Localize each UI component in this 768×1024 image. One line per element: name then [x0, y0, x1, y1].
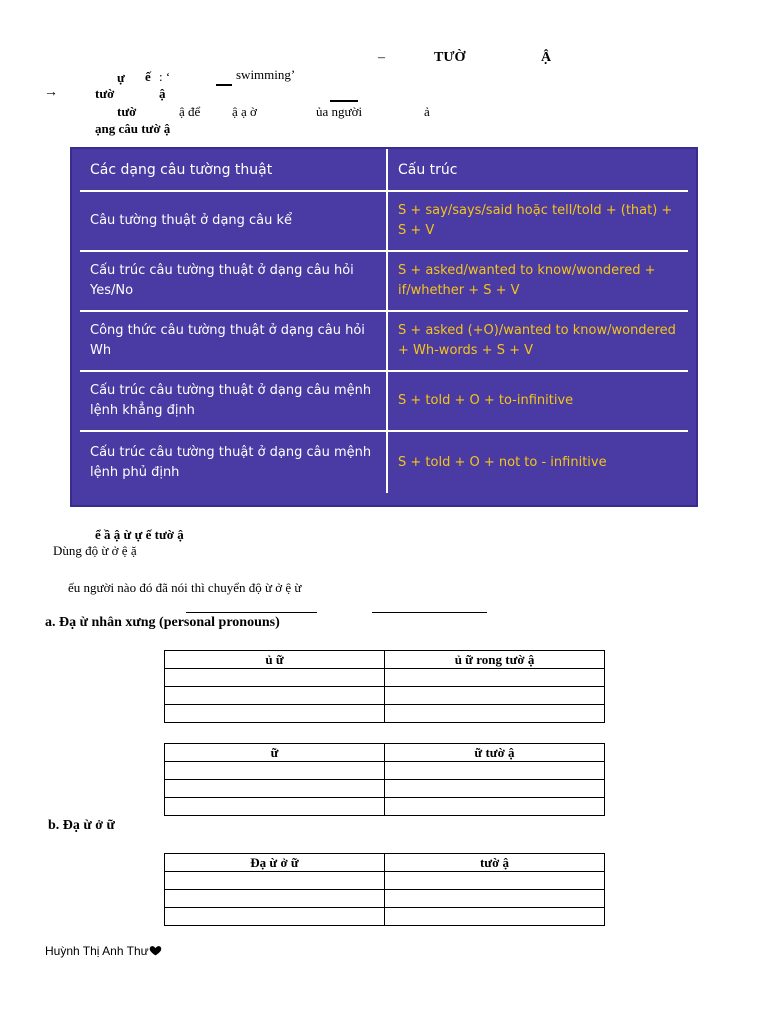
title-part-2: Ậ — [541, 50, 552, 65]
header-cell-forms: Các dạng câu tường thuật — [80, 149, 388, 190]
section-a-title: a. Đạ ừ nhân xưng (personal pronouns) — [45, 615, 280, 630]
table-row — [165, 780, 605, 798]
form-cell: Cấu trúc câu tường thuật ở dạng câu mệnh lệnh khẳng định — [80, 372, 388, 430]
empty-cell[interactable] — [165, 762, 385, 780]
table-row — [165, 872, 605, 890]
empty-cell[interactable] — [385, 890, 605, 908]
author-name: Huỳnh Thị Anh Thư — [45, 944, 149, 958]
empty-cell[interactable] — [385, 908, 605, 926]
empty-cell[interactable] — [385, 872, 605, 890]
empty-cell[interactable] — [165, 872, 385, 890]
form-cell: Câu tường thuật ở dạng câu kể — [80, 192, 388, 250]
empty-cell[interactable] — [385, 780, 605, 798]
structure-cell: S + say/says/said hoặc tell/told + (that) + S + V — [398, 203, 673, 238]
empty-cell[interactable] — [385, 798, 605, 816]
form-cell: Cấu trúc câu tường thuật ở dạng câu mệnh lệnh phủ định — [80, 432, 388, 493]
header-cell: tườ ậ — [385, 854, 605, 872]
note-line-2: Dùng độ ừ ở ệ ặ — [53, 543, 137, 558]
intro-line-3b: ậ để — [179, 104, 201, 119]
table-row — [165, 669, 605, 687]
empty-cell[interactable] — [165, 780, 385, 798]
footer-author — [45, 944, 162, 958]
intro-line-3e: ả — [424, 104, 430, 119]
table-row — [165, 705, 605, 723]
structure-cell: S + told + O + not to - infinitive — [398, 454, 607, 470]
intro-line-1c: : ‘ — [159, 69, 171, 84]
header-cell: Đạ ừ ở ữ — [165, 854, 385, 872]
structure-cell: S + told + O + to-infinitive — [398, 393, 574, 408]
table-header-row — [165, 744, 605, 762]
pronoun-table-2 — [164, 743, 605, 816]
heart-icon — [149, 944, 162, 957]
note-line-3: ếu người nào đó đã nói thì chuyển độ ừ ở ệ ừ — [68, 580, 302, 595]
intro-line-2b: ậ — [159, 86, 166, 101]
blank-line — [216, 84, 232, 86]
intro-line-4: ạng câu tườ ậ — [95, 121, 171, 136]
section-b-title: b. Đạ ừ ở ữ — [48, 818, 115, 833]
empty-cell[interactable] — [385, 762, 605, 780]
header-cell: ủ ữ — [165, 651, 385, 669]
empty-cell[interactable] — [385, 705, 605, 723]
pronoun-table-1 — [164, 650, 605, 723]
header-cell: ủ ữ rong tườ ậ — [385, 651, 605, 669]
empty-cell[interactable] — [385, 687, 605, 705]
empty-cell[interactable] — [165, 890, 385, 908]
intro-line-2a: tườ — [95, 86, 115, 101]
intro-line-1b: ế — [145, 69, 151, 84]
possessive-table — [164, 853, 605, 926]
table-header-row — [80, 149, 688, 192]
title-dash: – — [378, 50, 385, 65]
table-row — [165, 798, 605, 816]
form-cell: Công thức câu tường thuật ở dạng câu hỏi Wh — [80, 312, 388, 370]
table-header-row — [165, 854, 605, 872]
intro-line-3c: ậ ạ ờ — [232, 104, 257, 119]
intro-line-3a: tườ — [117, 104, 137, 119]
table-row — [165, 908, 605, 926]
header-cell: ữ tườ ậ — [385, 744, 605, 762]
table-row — [165, 890, 605, 908]
table-row — [80, 192, 688, 252]
empty-cell[interactable] — [165, 798, 385, 816]
note-line-1: ể ầ ậ ừ ự ế tườ ậ — [95, 527, 184, 542]
header-cell-structure: Cấu trúc — [398, 161, 458, 178]
table-header-row — [165, 651, 605, 669]
overline-mark — [330, 100, 358, 102]
reported-speech-structure-table — [70, 147, 698, 507]
empty-cell[interactable] — [165, 908, 385, 926]
structure-cell: S + asked (+O)/wanted to know/wondered + Wh-words + S + V — [398, 323, 676, 358]
intro-line-1a: ự — [117, 70, 125, 85]
table-row — [80, 432, 688, 493]
intro-line-1d: swimming’ — [236, 67, 296, 82]
empty-cell[interactable] — [165, 705, 385, 723]
blank-line — [372, 612, 487, 613]
arrow-icon: → — [44, 85, 58, 100]
table-row — [165, 762, 605, 780]
table-row — [80, 312, 688, 372]
empty-cell[interactable] — [165, 687, 385, 705]
intro-line-3d: ủa người — [316, 104, 363, 119]
form-cell: Cấu trúc câu tường thuật ở dạng câu hỏi Yes/No — [80, 252, 388, 310]
table-row — [165, 687, 605, 705]
table-row — [80, 252, 688, 312]
blank-line — [186, 612, 317, 613]
empty-cell[interactable] — [165, 669, 385, 687]
structure-cell: S + asked/wanted to know/wondered + if/whether + S + V — [398, 263, 656, 298]
title-part-1: TƯỜ — [434, 50, 466, 65]
empty-cell[interactable] — [385, 669, 605, 687]
header-cell: ữ — [165, 744, 385, 762]
table-row — [80, 372, 688, 432]
